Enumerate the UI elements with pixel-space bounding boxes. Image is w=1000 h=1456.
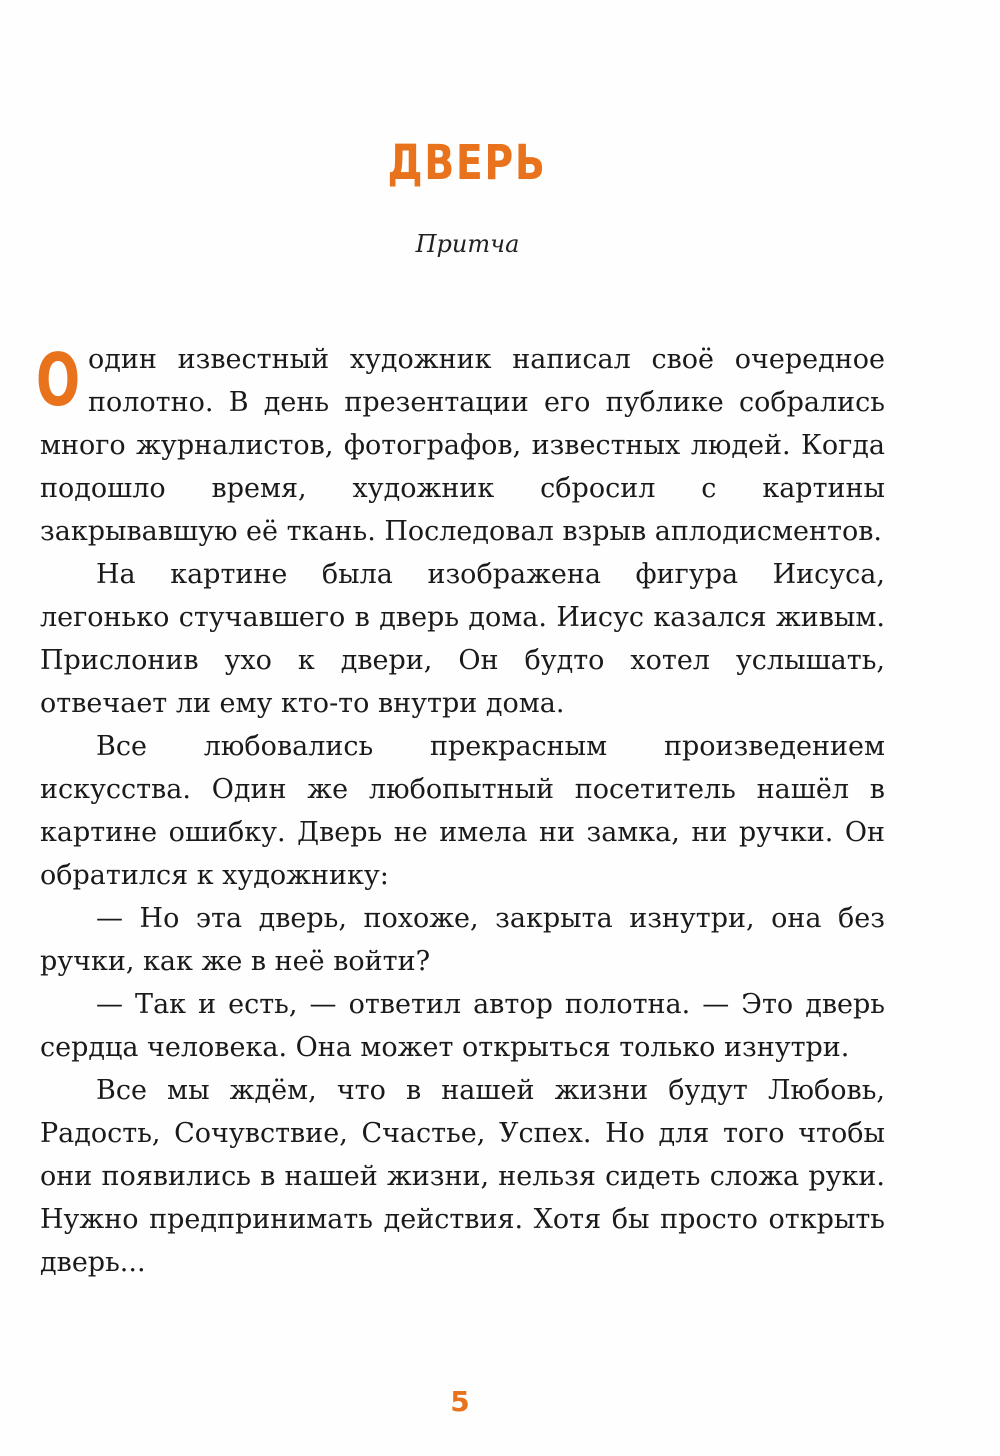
- story-body: [36, 338, 885, 1284]
- story-title: ДВЕРЬ: [387, 135, 547, 191]
- paragraph-4: — Но эта дверь, похоже, закрыта изнутри, она без ручки, как же в неё войти?: [40, 903, 885, 977]
- paragraph-3: Все любовались прекрасным произведением искусства. Один же любопытный посетитель нашёл в картине ошибку. Дверь не имела ни замка, ни ручки. Он обратился к художнику:: [40, 731, 885, 891]
- drop-cap-letter: О: [36, 338, 81, 422]
- story-subtitle: Притча: [415, 230, 520, 258]
- paragraph-1: [36, 338, 885, 553]
- page-number: 5: [450, 1385, 470, 1418]
- paragraph-1-text: один известный художник написал своё очередное полотно. В день презентации его публике собрались много журналистов, фотографов, известных людей. Когда подошло время, художник сбросил с картины закрывавшую её ткань. Последовал взрыв аплодисментов.: [40, 344, 885, 547]
- paragraph-2: На картине была изображена фигура Иисуса, легонько стучавшего в дверь дома. Иисус казался живым. Прислонив ухо к двери, Он будто хотел услышать, отвечает ли ему кто-то внутри дома.: [40, 559, 885, 719]
- paragraph-6: Все мы ждём, что в нашей жизни будут Любовь, Радость, Сочувствие, Счастье, Успех. Но для того чтобы они появились в нашей жизни, нельзя сидеть сложа руки. Нужно предпринимать действия. Хотя бы просто открыть дверь...: [40, 1075, 885, 1278]
- paragraph-5: — Так и есть, — ответил автор полотна. — Это дверь сердца человека. Она может открыться только изнутри.: [40, 989, 885, 1063]
